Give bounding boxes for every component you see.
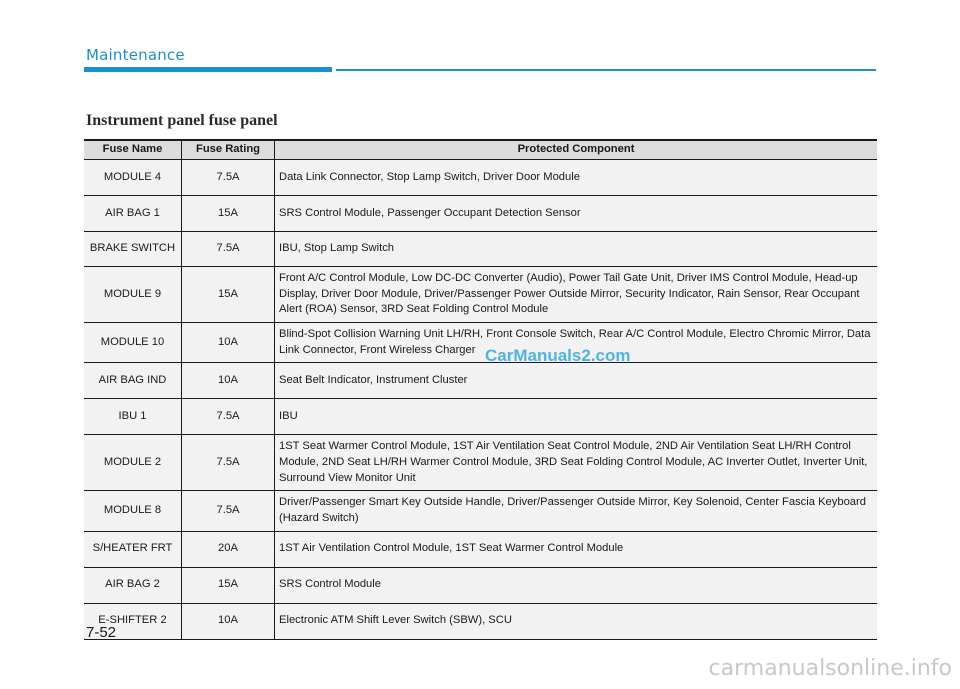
fuse-rating-cell: 7.5A [182,160,275,196]
column-header-fuse-name: Fuse Name [84,140,182,160]
table-row [84,323,877,363]
protected-component-cell: Electronic ATM Shift Lever Switch (SBW), SCU [275,603,878,639]
section-header-title: Maintenance [86,46,185,64]
fuse-name-cell: MODULE 8 [84,491,182,531]
fuse-rating-cell: 20A [182,531,275,567]
protected-component-cell: IBU, Stop Lamp Switch [275,232,878,267]
fuse-name-cell: E-SHIFTER 2 [84,603,182,639]
fuse-name-cell: MODULE 9 [84,267,182,323]
fuse-name-cell: MODULE 4 [84,160,182,196]
page-title: Instrument panel fuse panel [86,112,278,129]
protected-component-cell: SRS Control Module, Passenger Occupant Detection Sensor [275,196,878,232]
fuse-name-cell: S/HEATER FRT [84,531,182,567]
protected-component-cell: Data Link Connector, Stop Lamp Switch, Driver Door Module [275,160,878,196]
table-row [84,603,877,639]
protected-component-cell: Seat Belt Indicator, Instrument Cluster [275,363,878,399]
fuse-name-cell: AIR BAG 2 [84,567,182,603]
header-accent-bar [84,67,332,72]
fuse-name-cell: AIR BAG 1 [84,196,182,232]
fuse-rating-cell: 7.5A [182,435,275,491]
fuse-rating-cell: 15A [182,196,275,232]
table-row [84,531,877,567]
fuse-rating-cell: 10A [182,323,275,363]
table-row [84,196,877,232]
fuse-name-cell: MODULE 10 [84,323,182,363]
fuse-rating-cell: 7.5A [182,399,275,435]
watermark-text: CarManuals2.com [485,346,631,365]
fuse-name-cell: MODULE 2 [84,435,182,491]
protected-component-cell: Front A/C Control Module, Low DC-DC Converter (Audio), Power Tail Gate Unit, Driver IMS Control Module, Head-up Display, Driver Door Module, Driver/Passenger Power Outside Mirror, Security Indicator, Rain Sensor, Rear Occupant Alert (ROA) Sensor, 3RD Seat Folding Control Module [275,267,878,323]
protected-component-cell: 1ST Seat Warmer Control Module, 1ST Air Ventilation Seat Control Module, 2ND Air Ventilation Seat LH/RH Control Module, 2ND Seat LH/RH Warmer Control Module, 3RD Seat Folding Control Module, AC Inverter Outlet, Inverter Unit, Surround View Monitor Unit [275,435,878,491]
protected-component-cell: 1ST Air Ventilation Control Module, 1ST Seat Warmer Control Module [275,531,878,567]
page-number: 7-52 [86,624,117,641]
table-row [84,363,877,399]
table-row [84,435,877,491]
protected-component-cell: IBU [275,399,878,435]
table-header-row [84,140,877,160]
table-row [84,491,877,531]
fuse-rating-cell: 15A [182,567,275,603]
fuse-table [84,139,877,640]
table-row [84,399,877,435]
fuse-rating-cell: 15A [182,267,275,323]
fuse-table-body [84,160,877,640]
fuse-name-cell: IBU 1 [84,399,182,435]
protected-component-cell: Blind-Spot Collision Warning Unit LH/RH, Front Console Switch, Rear A/C Control Module, Electro Chromic Mirror, Data Link Connector, Front Wireless Charger [275,323,878,363]
protected-component-cell: SRS Control Module [275,567,878,603]
fuse-rating-cell: 10A [182,603,275,639]
fuse-rating-cell: 10A [182,363,275,399]
fuse-name-cell: BRAKE SWITCH [84,232,182,267]
table-row [84,232,877,267]
protected-component-cell: Driver/Passenger Smart Key Outside Handle, Driver/Passenger Outside Mirror, Key Solenoid, Center Fascia Keyboard (Hazard Switch) [275,491,878,531]
table-row [84,160,877,196]
footer-watermark: carmanualsonline.info [708,656,952,681]
table-row [84,567,877,603]
fuse-rating-cell: 7.5A [182,491,275,531]
column-header-fuse-rating: Fuse Rating [182,140,275,160]
table-row [84,267,877,323]
header-rule [336,69,876,71]
fuse-name-cell: AIR BAG IND [84,363,182,399]
fuse-rating-cell: 7.5A [182,232,275,267]
column-header-protected-component: Protected Component [275,140,878,160]
